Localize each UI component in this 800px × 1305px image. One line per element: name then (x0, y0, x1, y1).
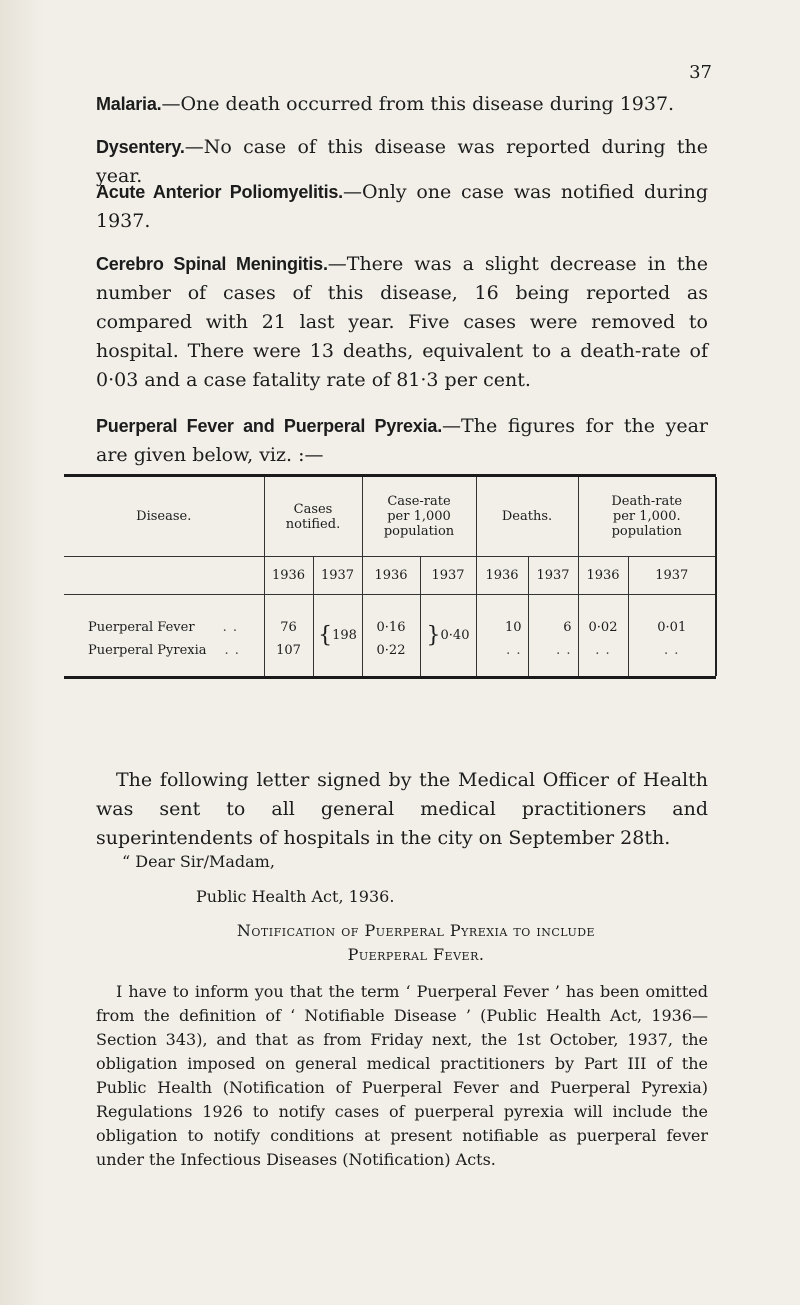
header-death-rate: Death-rate per 1,000. population (578, 477, 716, 557)
letter-act: Public Health Act, 1936. (196, 887, 395, 906)
header-case-rate: Case-rate per 1,000 population (362, 477, 476, 557)
caserate-1936: 0·16 (362, 595, 420, 636)
deathrate-1937: 0·01 (628, 595, 716, 636)
table-row (64, 595, 716, 636)
page-number: 37 (689, 62, 712, 83)
paragraph-puerperal (96, 412, 708, 470)
year-cell: 1936 (362, 557, 420, 595)
year-cell: 1936 (578, 557, 628, 595)
text-puerperal: —The figures for the year are given below, viz. :— (96, 415, 708, 466)
paragraph-polio (96, 178, 708, 236)
cases-1936: 107 (264, 635, 313, 676)
header-disease: Disease. (64, 477, 264, 557)
heading-malaria: Malaria. (96, 94, 162, 114)
paragraph-malaria (96, 90, 708, 119)
letter-salutation: “ Dear Sir/Madam, (122, 852, 275, 871)
row-disease: Puerperal Pyrexia . . (88, 643, 240, 658)
row-disease: Puerperal Fever . . (88, 620, 238, 635)
heading-csm: Cerebro Spinal Meningitis. (96, 254, 328, 274)
heading-dysentery: Dysentery. (96, 137, 185, 157)
year-cell: 1936 (476, 557, 528, 595)
letter-title-line-1: Notification of Puerperal Pyrexia to include (236, 921, 596, 940)
text-csm: —There was a slight decrease in the number of cases of this disease, 16 being reported as compared with 21 last year. Five cases were removed to hospital. There were 13 deaths, equivalent to a death-rate of 0·03 and a case fatality rate of 81·3 per cent. (96, 253, 708, 391)
cases-1936: 76 (264, 595, 313, 636)
puerperal-table (64, 474, 716, 679)
deaths-1937: 6 (528, 595, 578, 636)
year-cell: 1937 (313, 557, 362, 595)
deaths-1936: . . (476, 635, 528, 676)
paragraph-csm (96, 250, 708, 395)
text-polio: —Only one case was notified during 1937. (96, 181, 708, 232)
deaths-1937: . . (528, 635, 578, 676)
header-cases: Cases notified. (264, 477, 362, 557)
deathrate-1936: . . (578, 635, 628, 676)
letter-body: I have to inform you that the term ‘ Puerperal Fever ’ has been omitted from the definition of ‘ Notifiable Disease ’ (Public Health Act, 1936—Section 343), and that as from Friday next, the 1st October, 1937, the obligation imposed on general medical practitioners by Part III of the Public Health (Notification of Puerperal Fever and Puerperal Pyrexia) Regulations 1926 to notify cases of puerperal pyrexia will include the obligation to notify conditions at present notifiable as puerperal fever under the Infectious Diseases (Notification) Acts. (96, 982, 708, 1169)
year-cell: 1936 (264, 557, 313, 595)
text-malaria: —One death occurred from this disease during 1937. (161, 93, 675, 115)
deaths-1936: 10 (476, 595, 528, 636)
year-cell: 1937 (628, 557, 716, 595)
heading-puerperal: Puerperal Fever and Puerperal Pyrexia. (96, 416, 443, 436)
table-row (64, 635, 716, 676)
year-cell: 1937 (528, 557, 578, 595)
caserate-1937-combined: }0·40 (420, 595, 476, 677)
cases-1937-combined: {198 (313, 595, 362, 677)
year-row-blank (64, 557, 264, 595)
paragraph-letter-intro: The following letter signed by the Medical Officer of Health was sent to all general medical practitioners and superintendents of hospitals in the city on September 28th. (96, 769, 708, 849)
deathrate-1937: . . (628, 635, 716, 676)
year-cell: 1937 (420, 557, 476, 595)
text-dysentery: —No case of this disease was reported during the year. (96, 136, 708, 187)
letter-title-line-2: Puerperal Fever. (347, 945, 485, 964)
deathrate-1936: 0·02 (578, 595, 628, 636)
header-deaths: Deaths. (476, 477, 578, 557)
heading-polio: Acute Anterior Poliomyelitis. (96, 182, 343, 202)
caserate-1936: 0·22 (362, 635, 420, 676)
